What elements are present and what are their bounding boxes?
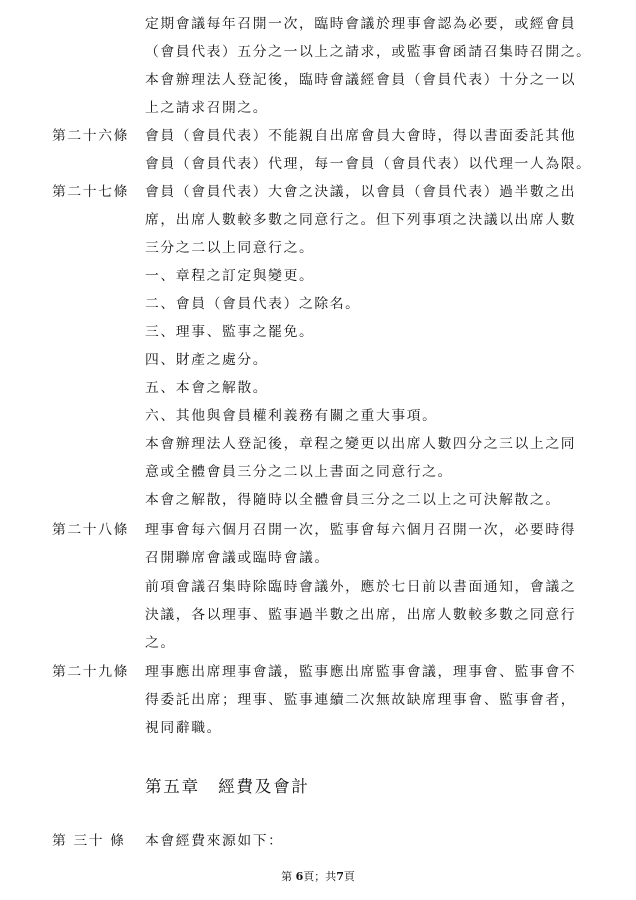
list-item: 一、章程之訂定與變更。 [145, 268, 315, 284]
chapter-heading: 第五章 經費及會計 [145, 777, 310, 796]
body-line: 會員（會員代表）不能親自出席會員大會時，得以書面委託其他 [145, 128, 577, 144]
body-line: 席，出席人數較多數之同意行之。但下列事項之決議以出席人數 [145, 212, 577, 228]
footer-mid: 頁；共 [303, 870, 337, 883]
body-line: 得委託出席；理事、監事連續二次無故缺席理事會、監事會者， [145, 692, 577, 708]
body-line: 決議，各以理事、監事過半數之出席，出席人數較多數之同意行 [145, 607, 577, 623]
body-line: 本會辦理法人登記後，臨時會議經會員（會員代表）十分之一以 [145, 72, 577, 88]
body-line: 會員（會員代表）大會之決議，以會員（會員代表）過半數之出 [145, 184, 577, 200]
article-label: 第二十九條 [52, 664, 129, 680]
body-line: 理事會每六個月召開一次，監事會每六個月召開一次，必要時得 [145, 522, 577, 538]
body-line: 前項會議召集時除臨時會議外，應於七日前以書面通知，會議之 [145, 579, 577, 595]
body-line: 理事應出席理事會議，監事應出席監事會議，理事會、監事會不 [145, 664, 577, 680]
body-line: 意或全體會員三分之二以上書面之同意行之。 [145, 464, 453, 480]
body-line: 定期會議每年召開一次，臨時會議於理事會認為必要，或經會員 [145, 16, 577, 32]
body-line: （會員代表）五分之一以上之請求，或監事會函請召集時召開之。 [145, 44, 592, 60]
body-line: 上之請求召開之。 [145, 100, 269, 116]
list-item: 五、本會之解散。 [145, 380, 269, 396]
body-line: 本會經費來源如下： [145, 833, 284, 849]
body-line: 之。 [145, 635, 176, 651]
article-label: 第 三十 條 [52, 833, 126, 849]
body-line: 本會之解散，得隨時以全體會員三分之二以上之可決解散之。 [145, 492, 561, 508]
body-line: 召開聯席會議或臨時會議。 [145, 550, 330, 566]
page-number: 6 [295, 870, 304, 883]
body-line: 三分之二以上同意行之。 [145, 240, 315, 256]
article-label: 第二十六條 [52, 128, 129, 144]
article-label: 第二十七條 [52, 184, 129, 200]
list-item: 三、理事、監事之罷免。 [145, 324, 315, 340]
article-label: 第二十八條 [52, 522, 129, 538]
body-line: 視同辭職。 [145, 720, 222, 736]
footer-suffix: 頁 [343, 870, 355, 883]
footer-prefix: 第 [281, 870, 296, 883]
body-line: 會員（會員代表）代理，每一會員（會員代表）以代理一人為限。 [145, 156, 592, 172]
list-item: 六、其他與會員權利義務有關之重大事項。 [145, 408, 438, 424]
page-total: 7 [336, 870, 344, 883]
page-footer [0, 870, 636, 884]
body-line: 本會辦理法人登記後，章程之變更以出席人數四分之三以上之同 [145, 436, 577, 452]
list-item: 二、會員（會員代表）之除名。 [145, 296, 361, 312]
list-item: 四、財產之處分。 [145, 352, 269, 368]
